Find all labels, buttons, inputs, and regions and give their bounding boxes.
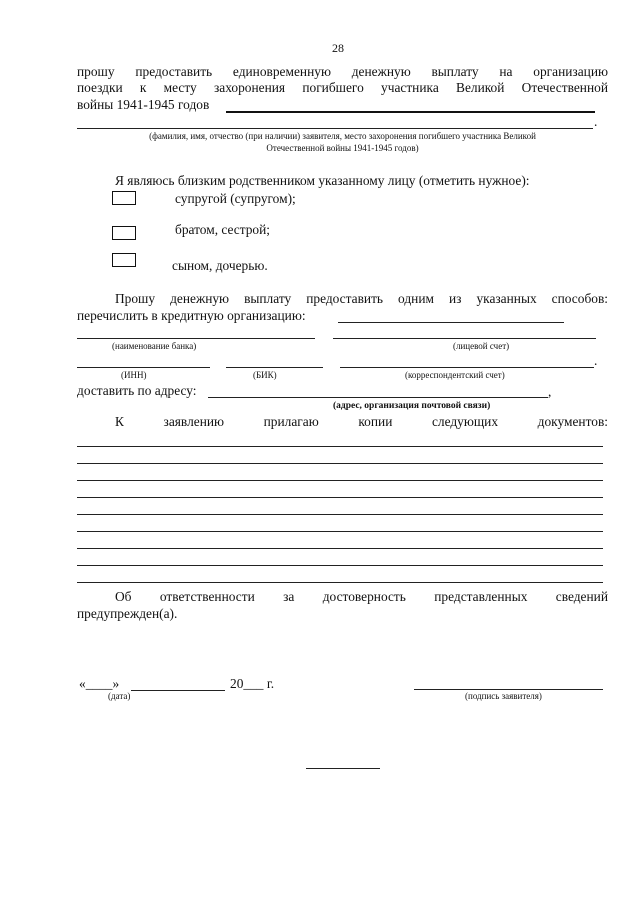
date-caption: (дата) — [108, 691, 131, 701]
address-caption: (адрес, организация почтовой связи) — [333, 401, 491, 411]
inn-fill-line[interactable] — [77, 367, 210, 368]
attachment-fill-line-7[interactable] — [77, 548, 603, 549]
payment-line-1: Прошу денежную выплату предоставить одним из указанных способов: — [115, 291, 608, 306]
corr-account-fill-line[interactable] — [340, 367, 594, 368]
child-checkbox[interactable] — [112, 253, 136, 267]
credit-org-fill-line[interactable] — [338, 322, 564, 323]
applicant-caption-2: Отечественной войны 1941-1945 годов) — [266, 143, 419, 153]
bank-name-fill-line[interactable] — [77, 338, 315, 339]
address-fill-line[interactable] — [208, 397, 548, 398]
signature-caption: (подпись заявителя) — [465, 691, 542, 701]
attachment-fill-line-1[interactable] — [77, 446, 603, 447]
bik-caption: (БИК) — [253, 370, 277, 380]
applicant-caption-1: (фамилия, имя, отчество (при наличии) заявителя, место захоронения погибшего участника Великой — [149, 131, 536, 141]
page-number: 28 — [332, 41, 344, 55]
signature-fill-line[interactable] — [414, 689, 603, 690]
applicant-fill-line[interactable] — [77, 128, 593, 129]
bank-name-caption: (наименование банка) — [112, 341, 197, 351]
payment-line-2: перечислить в кредитную организацию: — [77, 308, 306, 323]
date-year-field[interactable]: 20___ г. — [230, 676, 275, 691]
inn-caption: (ИНН) — [121, 370, 147, 380]
attachment-fill-line-5[interactable] — [77, 514, 603, 515]
date-month-fill-line[interactable] — [131, 690, 225, 691]
attachment-fill-line-6[interactable] — [77, 531, 603, 532]
attachment-fill-line-2[interactable] — [77, 463, 603, 464]
intro-line-2: поездки к месту захоронения погибшего участника Великой Отечественной — [77, 80, 608, 95]
deliver-label: доставить по адресу: — [77, 383, 197, 398]
corr-period: . — [594, 353, 598, 368]
account-fill-line[interactable] — [333, 338, 596, 339]
bik-fill-line[interactable] — [226, 367, 323, 368]
date-day-field[interactable]: «____» — [79, 676, 120, 691]
address-comma: , — [548, 384, 552, 399]
sibling-checkbox[interactable] — [112, 226, 136, 240]
spouse-checkbox[interactable] — [112, 191, 136, 205]
corr-caption: (корреспондентский счет) — [405, 370, 505, 380]
responsibility-line-2: предупрежден(а). — [77, 606, 178, 621]
intro-line-3: войны 1941-1945 годов — [77, 97, 210, 112]
end-divider — [306, 768, 380, 769]
attachment-fill-line-9[interactable] — [77, 582, 603, 583]
attachment-fill-line-4[interactable] — [77, 497, 603, 498]
attachment-fill-line-8[interactable] — [77, 565, 603, 566]
spouse-label: супругой (супругом); — [175, 191, 296, 206]
attachments-line: К заявлению прилагаю копии следующих документов: — [115, 414, 608, 429]
relative-prompt: Я являюсь близким родственником указанному лицу (отметить нужное): — [115, 173, 530, 188]
intro-line-1: прошу предоставить единовременную денежную выплату на организацию — [77, 64, 608, 79]
intro-period: . — [594, 114, 598, 129]
account-caption: (лицевой счет) — [453, 341, 510, 351]
child-label: сыном, дочерью. — [172, 258, 268, 273]
intro-fill-line[interactable] — [226, 111, 595, 113]
responsibility-line-1: Об ответственности за достоверность представленных сведений — [115, 589, 608, 604]
sibling-label: братом, сестрой; — [175, 222, 271, 237]
attachment-fill-line-3[interactable] — [77, 480, 603, 481]
